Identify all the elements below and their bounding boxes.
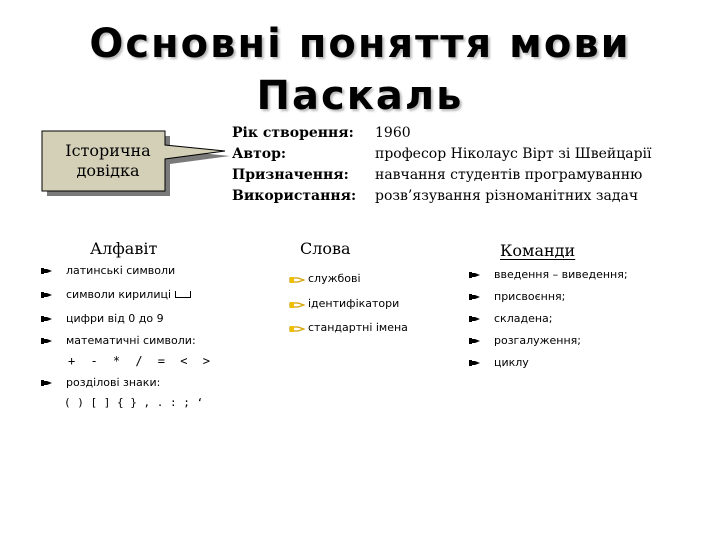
words-item: службові: [308, 272, 361, 285]
commands-item: присвоєння;: [494, 290, 566, 303]
pointing-hand-icon: [40, 336, 54, 346]
list-item: [40, 288, 191, 301]
list-item: [468, 268, 628, 281]
history-info: [232, 122, 652, 206]
list-item: [40, 312, 164, 325]
callout-line-2: довідка: [76, 161, 140, 180]
pointing-hand-icon: [40, 314, 54, 324]
punctuation-symbols: ( ) [ ] { } , . : ; ‘: [64, 396, 204, 409]
words-item: ідентифікатори: [308, 297, 400, 310]
info-value: розв’язування різноманітних задач: [375, 187, 639, 204]
commands-item: розгалуження;: [494, 334, 582, 347]
alphabet-item: символи кирилиці: [66, 288, 172, 301]
commands-item: циклу: [494, 356, 529, 369]
callout-line-1: Історична: [65, 141, 151, 160]
hand-icon: [289, 274, 305, 284]
hand-icon: [289, 323, 305, 333]
pointing-hand-icon: [468, 270, 482, 280]
pointing-hand-icon: [468, 336, 482, 346]
info-row-author: [232, 143, 652, 164]
space-symbol-icon: [175, 291, 191, 298]
info-row-year: [232, 122, 652, 143]
pointing-hand-icon: [40, 290, 54, 300]
commands-item: введення – виведення;: [494, 268, 628, 281]
list-item: [289, 297, 399, 310]
title-line-2: Паскаль: [256, 73, 464, 119]
math-symbols: + - * / = < >: [68, 354, 210, 368]
pointing-hand-icon: [468, 292, 482, 302]
list-item: [468, 334, 581, 347]
info-value: навчання студентів програмуванню: [375, 166, 643, 183]
list-item: [40, 376, 160, 389]
history-callout: [52, 134, 164, 188]
list-item: [40, 334, 196, 347]
list-item: [289, 272, 361, 285]
alphabet-heading: Алфавіт: [90, 239, 158, 258]
list-item: [468, 290, 565, 303]
commands-item: складена;: [494, 312, 553, 325]
alphabet-item: латинські символи: [66, 264, 176, 277]
commands-heading: Команди: [500, 241, 576, 260]
words-heading: Слова: [300, 239, 351, 258]
pointing-hand-icon: [468, 314, 482, 324]
alphabet-item: цифри від 0 до 9: [66, 312, 164, 325]
info-row-usage: [232, 185, 652, 206]
info-value: професор Ніколаус Вірт зі Швейцарії: [375, 145, 652, 162]
info-label: Використання:: [232, 187, 357, 204]
alphabet-item: математичні символи:: [66, 334, 196, 347]
info-value: 1960: [375, 124, 411, 141]
list-item: [468, 312, 552, 325]
pointing-hand-icon: [40, 378, 54, 388]
title-line-1: Основні поняття мови: [89, 21, 631, 67]
pointing-hand-icon: [468, 358, 482, 368]
list-item: [289, 321, 408, 334]
info-label: Рік створення:: [232, 124, 354, 141]
words-item: стандартні імена: [308, 321, 408, 334]
hand-icon: [289, 299, 305, 309]
alphabet-item: розділові знаки:: [66, 376, 161, 389]
list-item: [40, 264, 175, 277]
pointing-hand-icon: [40, 266, 54, 276]
list-item: [468, 356, 529, 369]
info-label: Призначення:: [232, 166, 349, 183]
info-row-purpose: [232, 164, 652, 185]
info-label: Автор:: [232, 145, 287, 162]
